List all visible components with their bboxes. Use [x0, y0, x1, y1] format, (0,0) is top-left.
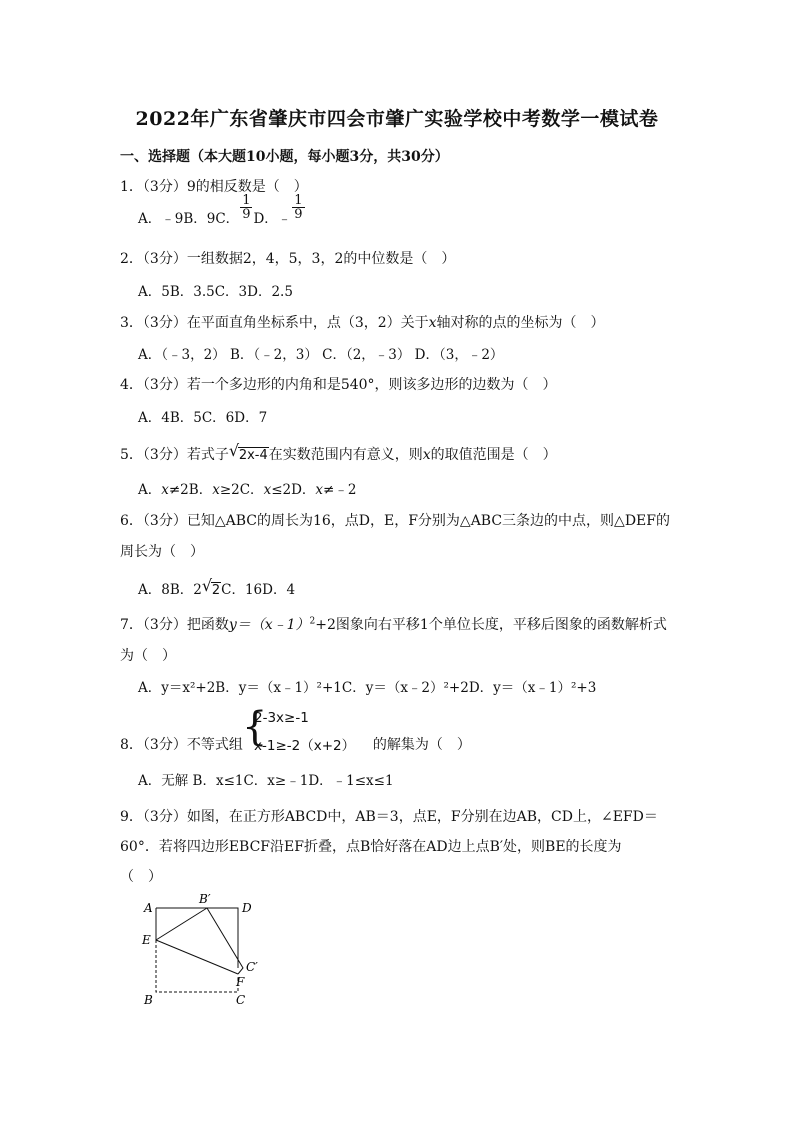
question-9-line-3: （ ） — [120, 869, 162, 885]
radical-sign: √ — [228, 441, 240, 460]
fraction-d — [292, 194, 304, 221]
q5-opt-part: ≠﹣2 — [323, 482, 357, 498]
system-brace: { — [242, 704, 268, 750]
label-d: D — [242, 901, 252, 915]
question-7-line-2: 为（ ） — [120, 648, 176, 664]
question-1: 1．（3分）9的相反数是（ ） — [120, 179, 308, 195]
question-3-options: A．（﹣3，2） B．（﹣2，3） C．（2，﹣3） D．（3，﹣2） — [138, 347, 504, 363]
q7-text-start: 7．（3分）把函数 — [120, 617, 229, 633]
q8-text-end: 的解集为（ ） — [372, 737, 471, 753]
inequality-2: x-1≥-2（x+2） — [254, 738, 356, 754]
question-2: 2．（3分）一组数据2，4，5，3，2的中位数是（ ） — [120, 251, 456, 267]
label-e: E — [142, 933, 151, 947]
q6-opt-ab: A．8B．2 — [138, 582, 202, 598]
label-b: B — [144, 993, 153, 1007]
q8-text-start: 8．（3分）不等式组 — [120, 737, 243, 753]
fraction-c — [240, 194, 252, 221]
section-heading: 一、选择题（本大题10小题，每小题3分，共30分） — [120, 149, 449, 165]
question-6-options — [138, 578, 295, 598]
q5-opt-var: x — [315, 482, 324, 498]
question-6-line-1: 6．（3分）已知△ABC的周长为16，点D，E，F分别为△ABC三条边的中点，则△DEF的 — [120, 513, 670, 529]
square-fold-figure — [130, 888, 280, 1013]
q3-variable: x — [428, 315, 437, 331]
q5-opt-part: ≤2D． — [271, 482, 316, 498]
q1-options-ab: A．﹣9B．9C． — [138, 211, 240, 227]
q5-text-start: 5．（3分）若式子 — [120, 447, 229, 463]
segment-e-bprime — [156, 908, 207, 940]
q5-opt-var: x — [263, 482, 272, 498]
fraction-d-denominator: 9 — [294, 207, 303, 222]
q5-opt-var: x — [212, 482, 220, 498]
radicand: 2 — [211, 583, 221, 598]
radical-sign: √ — [201, 576, 213, 595]
square-top-and-right — [156, 908, 238, 968]
inequality-1: 2-3x≥-1 — [254, 710, 309, 726]
q5-opt-part: A． — [138, 482, 162, 498]
fraction-c-denominator: 9 — [242, 207, 251, 222]
question-4: 4．（3分）若一个多边形的内角和是540°，则该多边形的边数为（ ） — [120, 377, 557, 393]
q5-text-mid: 在实数范围内有意义，则 — [268, 447, 423, 463]
q5-opt-part: ≥2C． — [219, 482, 264, 498]
q7-function: y＝（x﹣1） — [228, 617, 310, 633]
question-7-line-1 — [120, 614, 667, 634]
label-b-prime: B′ — [199, 892, 211, 906]
square-root-2 — [201, 576, 221, 598]
question-6-line-2: 周长为（ ） — [120, 544, 204, 560]
q5-opt-part: ≠2B． — [168, 482, 213, 498]
question-8-options: A．无解 B．x≤1C．x≥﹣1D．﹣1≤x≤1 — [138, 773, 394, 789]
q5-variable: x — [422, 447, 431, 463]
q5-opt-var: x — [161, 482, 169, 498]
question-1-options — [138, 193, 306, 233]
question-4-options: A．4B．5C．6D．7 — [138, 410, 268, 426]
radicand: 2x-4 — [238, 448, 268, 463]
label-c-prime: C′ — [246, 960, 258, 974]
q3-text-start: 3．（3分）在平面直角坐标系中，点（3，2）关于 — [120, 315, 429, 331]
question-9-line-1: 9．（3分）如图，在正方形ABCD中，AB＝3，点E，F分别在边AB，CD上，∠EFD＝ — [120, 809, 658, 825]
question-7-options: A．y＝x²+2B．y＝（x﹣1）²+1C．y＝（x﹣2）²+2D．y＝（x﹣1）²+3 — [138, 680, 597, 696]
label-c: C — [236, 993, 246, 1007]
label-f: F — [236, 975, 245, 989]
question-3 — [120, 312, 605, 332]
question-5-options — [138, 478, 356, 498]
fold-line-ef — [156, 940, 238, 974]
dashed-folded-part — [156, 940, 238, 992]
q7-exponent: 2 — [309, 616, 316, 627]
q5-text-end: 的取值范围是（ ） — [430, 447, 557, 463]
question-2-options: A．5B．3.5C．3D．2.5 — [138, 284, 293, 300]
label-a: A — [144, 901, 153, 915]
q1-option-d: D．﹣ — [253, 211, 292, 227]
question-5 — [120, 441, 557, 464]
fraction-c-numerator: 1 — [242, 193, 251, 208]
question-9-line-2: 60°．若将四边形EBCF沿EF折叠，点B恰好落在AD边上点B′处，则BE的长度为 — [120, 839, 622, 855]
q7-text-end: +2图象向右平移1个单位长度，平移后图象的函数解析式 — [315, 617, 667, 633]
square-root-expression — [228, 441, 269, 463]
exam-title: 2022年广东省肇庆市四会市肇广实验学校中考数学一模试卷 — [135, 108, 659, 130]
fraction-d-numerator: 1 — [294, 193, 303, 208]
q6-opt-cd: C．16D．4 — [221, 582, 296, 598]
q3-text-end: 轴对称的点的坐标为（ ） — [436, 315, 605, 331]
